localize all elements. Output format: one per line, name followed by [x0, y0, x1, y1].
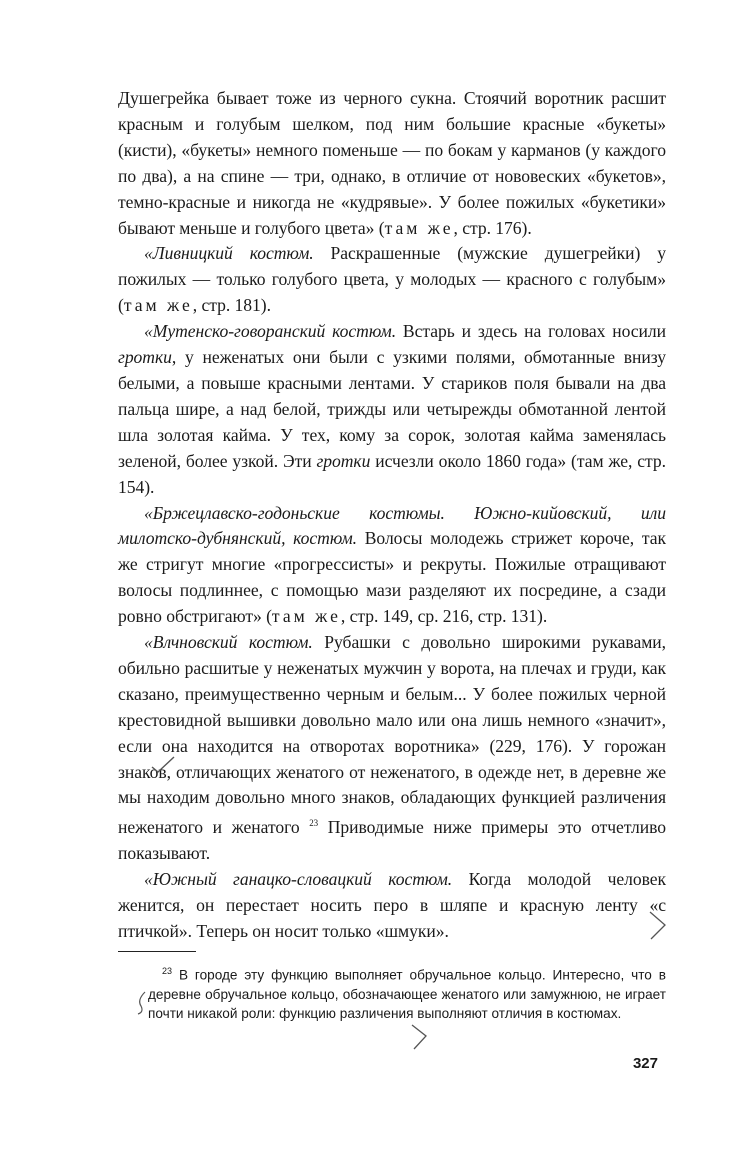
- paragraph-text: Волосы молодежь стрижет короче, так же стригут многие «прогрессисты» и рекруты. Пожилые отращивают волосы подлиннее, с помощью мази разделяют их посредине, а сзади ровно обстригают» (: [118, 528, 666, 627]
- paragraph-4: [118, 501, 666, 631]
- reference-ibid: там же: [271, 606, 341, 627]
- paragraph-text: , стр. 181).: [192, 295, 271, 316]
- costume-heading: «Влчновский костюм.: [144, 632, 313, 653]
- costume-heading: «Ливницкий костюм.: [144, 243, 314, 264]
- paragraph-text: Рубашки с довольно широкими рукавами, обильно расшитые у неженатых мужчин у ворота, на плечах и груди, как сказано, преимущественно черным и белым... У более пожилых черной крестовидной вышивки довольно мало или она лишь немного «значит», если она находится на отворотах воротника» (229, 176). У горожан знаков, отличающих женатого от неженатого, в одежде нет, в деревне же мы находим довольно много знаков, обладающих функцией различения неженатого и женатого: [118, 632, 667, 838]
- main-text: [118, 86, 666, 945]
- pencil-bracket-mark-icon: [410, 1023, 430, 1053]
- reference-ibid: там же: [384, 217, 454, 238]
- pencil-hook-mark-icon: [135, 990, 149, 1016]
- costume-heading: «Южный ганацко-словацкий костюм.: [144, 869, 453, 890]
- footnote-text: В городе эту функцию выполняет обручальное кольцо. Интересно, что в деревне обручальное кольцо, обозначающее женатого или замужнюю, не играет почти никакой роли: функцию различения выполняют отличия в костюмах.: [148, 967, 666, 1022]
- paragraph-text: Приводимые ниже примеры это отчетливо показывают.: [118, 817, 666, 864]
- costume-heading: «Мутенско-говоранский костюм.: [144, 321, 397, 342]
- paragraph-text: Встарь и здесь на головах носили: [396, 321, 667, 342]
- footnote-divider: [118, 951, 196, 952]
- paragraph-3: [118, 319, 666, 500]
- costume-heading: «Бржецлавско-годоньские костюмы. Южно-кийовский, или милотско-дубнянский, костюм.: [118, 502, 666, 549]
- reference-ibid: там же: [123, 295, 193, 316]
- paragraph-6: [118, 867, 666, 945]
- paragraph-1: [118, 86, 666, 241]
- paragraph-text: Когда молодой человек женится, он перестает носить перо в шляпе и красную ленту «с птичкой». Теперь он носит только «шмуки».: [118, 869, 667, 941]
- paragraph-text: , стр. 149, ср. 216, стр. 131).: [340, 606, 548, 627]
- footnote-reference[interactable]: 23: [309, 818, 319, 829]
- emphasis-word: гротки: [316, 450, 371, 471]
- paragraph-text: исчезли около 1860 года» (там же, стр. 154).: [118, 450, 666, 497]
- paragraph-text: , стр. 176).: [453, 217, 532, 238]
- footnote: [148, 962, 666, 1023]
- paragraph-text: Душегрейка бывает тоже из черного сукна. Стоячий воротник расшит красным и голубым шелком, под ним большие красные «букеты» (кисти), «букеты» немного поменьше — по бокам у карманов (у каждого по два), а на спине — три, однако, в отличие от нововеских «букетов», темно-красные и никогда не «кудрявые». У более пожилых «букетики» бывают меньше и голубого цвета» (: [118, 88, 666, 238]
- page-number: 327: [632, 1055, 658, 1072]
- paragraph-text: Раскрашенные (мужские душегрейки) у пожилых — только голубого цвета, у молодых — красного с голубым» (: [118, 243, 667, 316]
- paragraph-text: , у неженатых они были с узкими полями, обмотанные внизу белыми, а повыше красными лентами. У стариков поля бывали на два пальца шире, а над белой, трижды или четырежды обмотанной лентой шла золотая кайма. У тех, кому за сорок, золотая кайма заменялась зеленой, более узкой. Эти: [118, 347, 666, 471]
- footnote-number: 23: [162, 966, 173, 976]
- paragraph-5: [118, 630, 666, 867]
- paragraph-2: [118, 241, 666, 319]
- emphasis-word: гротки: [118, 347, 172, 368]
